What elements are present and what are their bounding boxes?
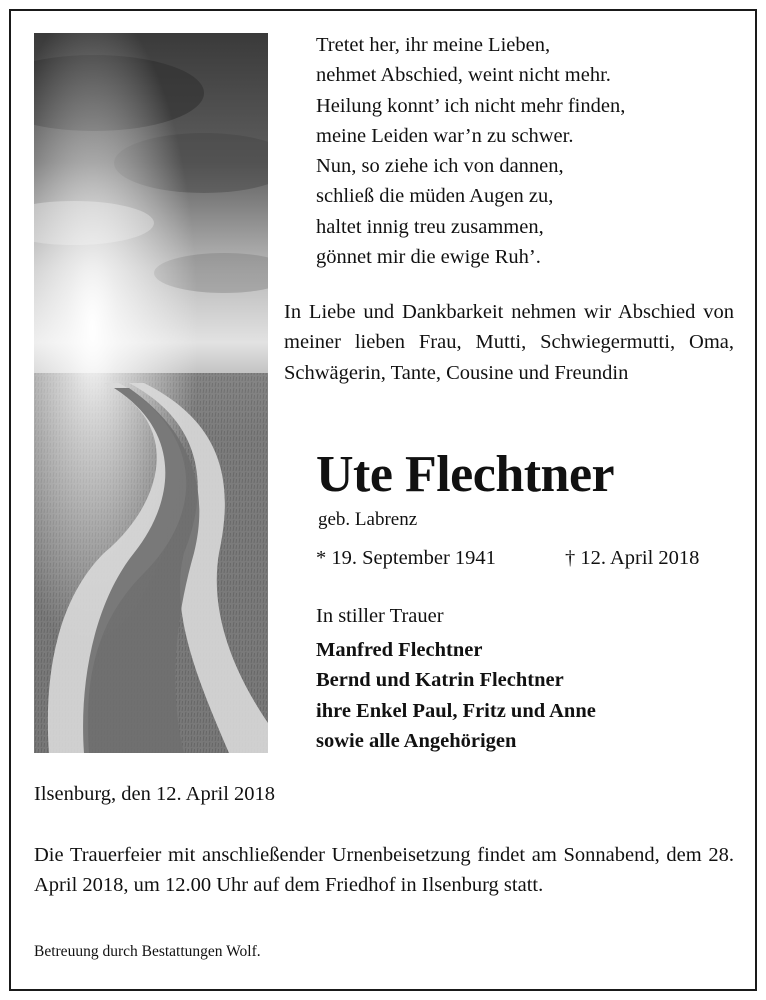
poem-line: Nun, so ziehe ich von dannen, bbox=[316, 155, 564, 178]
poem bbox=[316, 30, 736, 272]
mourner-name: sowie alle Angehörigen bbox=[316, 729, 517, 752]
poem-line: nehmet Abschied, weint nicht mehr. bbox=[316, 64, 611, 87]
poem-line: Tretet her, ihr meine Lieben, bbox=[316, 34, 551, 56]
poem-line: haltet innig treu zusammen, bbox=[316, 215, 544, 238]
poem-line: gönnet mir die ewige Ruh’. bbox=[316, 246, 541, 269]
undertaker-credit: Betreuung durch Bestattungen Wolf. bbox=[34, 943, 261, 960]
place-date: Ilsenburg, den 12. April 2018 bbox=[34, 783, 276, 805]
mourner-name: Bernd und Katrin Flechtner bbox=[316, 669, 564, 692]
mourners-list bbox=[316, 635, 596, 756]
path-sky-photo bbox=[34, 33, 268, 753]
intro-text: In Liebe und Dankbarkeit nehmen wir Abschied von meiner lieben Frau, Mutti, Schwiegermutti, Oma, Schwägerin, Tante, Cousine und Freundin bbox=[284, 301, 734, 384]
poem-line: meine Leiden war’n zu schwer. bbox=[316, 124, 574, 147]
death-date: † 12. April 2018 bbox=[565, 547, 700, 569]
poem-line: Heilung konnt’ ich nicht mehr finden, bbox=[316, 94, 626, 117]
birth-date: * 19. September 1941 bbox=[316, 547, 496, 569]
birth-name: geb. Labrenz bbox=[318, 509, 418, 530]
mourning-label: In stiller Trauer bbox=[316, 605, 444, 627]
mourner-name: ihre Enkel Paul, Fritz und Anne bbox=[316, 699, 596, 722]
mourner-name: Manfred Flechtner bbox=[316, 639, 483, 661]
deceased-name: Ute Flechtner bbox=[316, 446, 615, 503]
funeral-notice: Die Trauerfeier mit anschließender Urnenbeisetzung findet am Sonnabend, dem 28. April 2018, um 12.00 Uhr auf dem Friedhof in Ilsenburg statt. bbox=[34, 844, 734, 896]
poem-line: schließ die müden Augen zu, bbox=[316, 185, 554, 208]
